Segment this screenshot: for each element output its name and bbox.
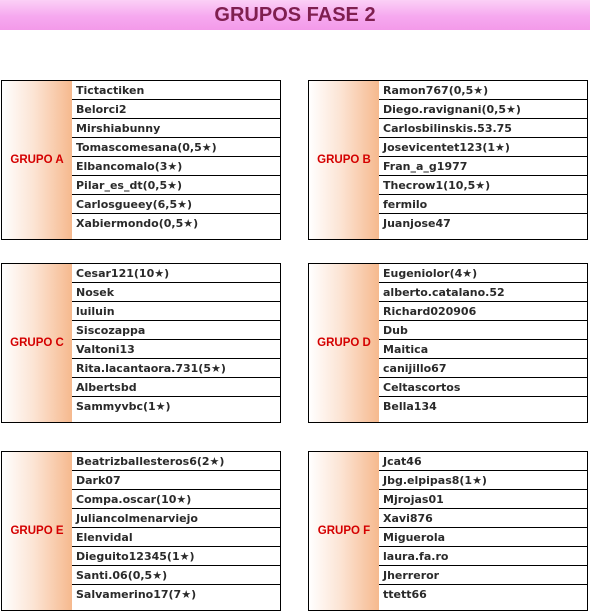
group-d-member: Richard020906: [379, 302, 587, 321]
group-a-label: GRUPO A: [10, 154, 64, 166]
group-e-member: Dieguito12345(1★): [72, 547, 280, 566]
group-c-member: Albertsbd: [72, 378, 280, 397]
group-b-member: Josevicentet123(1★): [379, 138, 587, 157]
group-a-member: Tomascomesana(0,5★): [72, 138, 280, 157]
group-f-member: Xavi876: [379, 509, 587, 528]
group-b-member: Carlosbilinskis.53.75: [379, 119, 587, 138]
group-a-member: Carlosgueey(6,5★): [72, 195, 280, 214]
group-b-label: GRUPO B: [317, 154, 371, 166]
group-d-label: GRUPO D: [317, 337, 371, 349]
group-b-member: Diego.ravignani(0,5★): [379, 100, 587, 119]
group-b-member: Ramon767(0,5★): [379, 81, 587, 100]
group-a-member: Tictactiken: [72, 81, 280, 100]
group-d-member: alberto.catalano.52: [379, 283, 587, 302]
group-c-label: GRUPO C: [10, 337, 64, 349]
group-e-member: Juliancolmenarviejo: [72, 509, 280, 528]
group-a-member: Mirshiabunny: [72, 119, 280, 138]
group-e-members: [72, 451, 281, 611]
group-a-member: Belorci2: [72, 100, 280, 119]
group-b: [308, 80, 588, 240]
group-a-label-cell: [1, 80, 73, 240]
group-e-member: Santi.06(0,5★): [72, 566, 280, 585]
group-c-label-cell: [1, 263, 73, 423]
group-e-label-cell: [1, 451, 73, 611]
group-c-member: Cesar121(10★): [72, 264, 280, 283]
group-a-member: Xabiermondo(0,5★): [76, 217, 199, 230]
group-a-members: [72, 80, 281, 240]
group-e-member: Elenvidal: [72, 528, 280, 547]
group-d-members: [379, 263, 588, 423]
group-c-members: [72, 263, 281, 423]
group-a-member: Elbancomalo(3★): [72, 157, 280, 176]
group-e-member: Dark07: [72, 471, 280, 490]
group-d-member: Bella134: [383, 400, 437, 413]
group-c-member: Rita.lacantaora.731(5★): [72, 359, 280, 378]
group-d-label-cell: [308, 263, 380, 423]
group-f-member: ttett66: [383, 588, 427, 601]
group-e-member: Salvamerino17(7★): [76, 588, 197, 601]
group-f-member: Jherreror: [379, 566, 587, 585]
group-c-member: Valtoni13: [72, 340, 280, 359]
group-f-member: Miguerola: [379, 528, 587, 547]
group-c-member: Sammyvbc(1★): [76, 400, 171, 413]
group-d-member: Celtascortos: [379, 378, 587, 397]
group-f-members: [379, 451, 588, 611]
group-a-member: Pilar_es_dt(0,5★): [72, 176, 280, 195]
group-d-member: canijillo67: [379, 359, 587, 378]
group-b-member: Thecrow1(10,5★): [379, 176, 587, 195]
group-b-member: Fran_a_g1977: [379, 157, 587, 176]
group-d: [308, 263, 588, 423]
group-e: [1, 451, 281, 611]
group-f-member: Jbg.elpipas8(1★): [379, 471, 587, 490]
group-d-member: Dub: [379, 321, 587, 340]
group-f-member: Mjrojas01: [379, 490, 587, 509]
group-f-label: GRUPO F: [317, 525, 371, 537]
group-e-label: GRUPO E: [10, 525, 64, 537]
group-f-member: Jcat46: [379, 452, 587, 471]
group-c-member: luiluin: [72, 302, 280, 321]
group-c-member: Siscozappa: [72, 321, 280, 340]
group-d-member: Maitica: [379, 340, 587, 359]
group-c-member: Nosek: [72, 283, 280, 302]
group-e-member: Beatrizballesteros6(2★): [72, 452, 280, 471]
group-f: [308, 451, 588, 611]
group-d-member: Eugeniolor(4★): [379, 264, 587, 283]
group-f-label-cell: [308, 451, 380, 611]
group-f-member: laura.fa.ro: [379, 547, 587, 566]
group-b-members: [379, 80, 588, 240]
group-e-member: Compa.oscar(10★): [72, 490, 280, 509]
group-b-member: Juanjose47: [383, 217, 451, 230]
group-b-member: fermilo: [379, 195, 587, 214]
page-title: GRUPOS FASE 2: [214, 4, 376, 26]
group-b-label-cell: [308, 80, 380, 240]
group-a: [1, 80, 281, 240]
title-bar: [0, 0, 590, 30]
group-c: [1, 263, 281, 423]
